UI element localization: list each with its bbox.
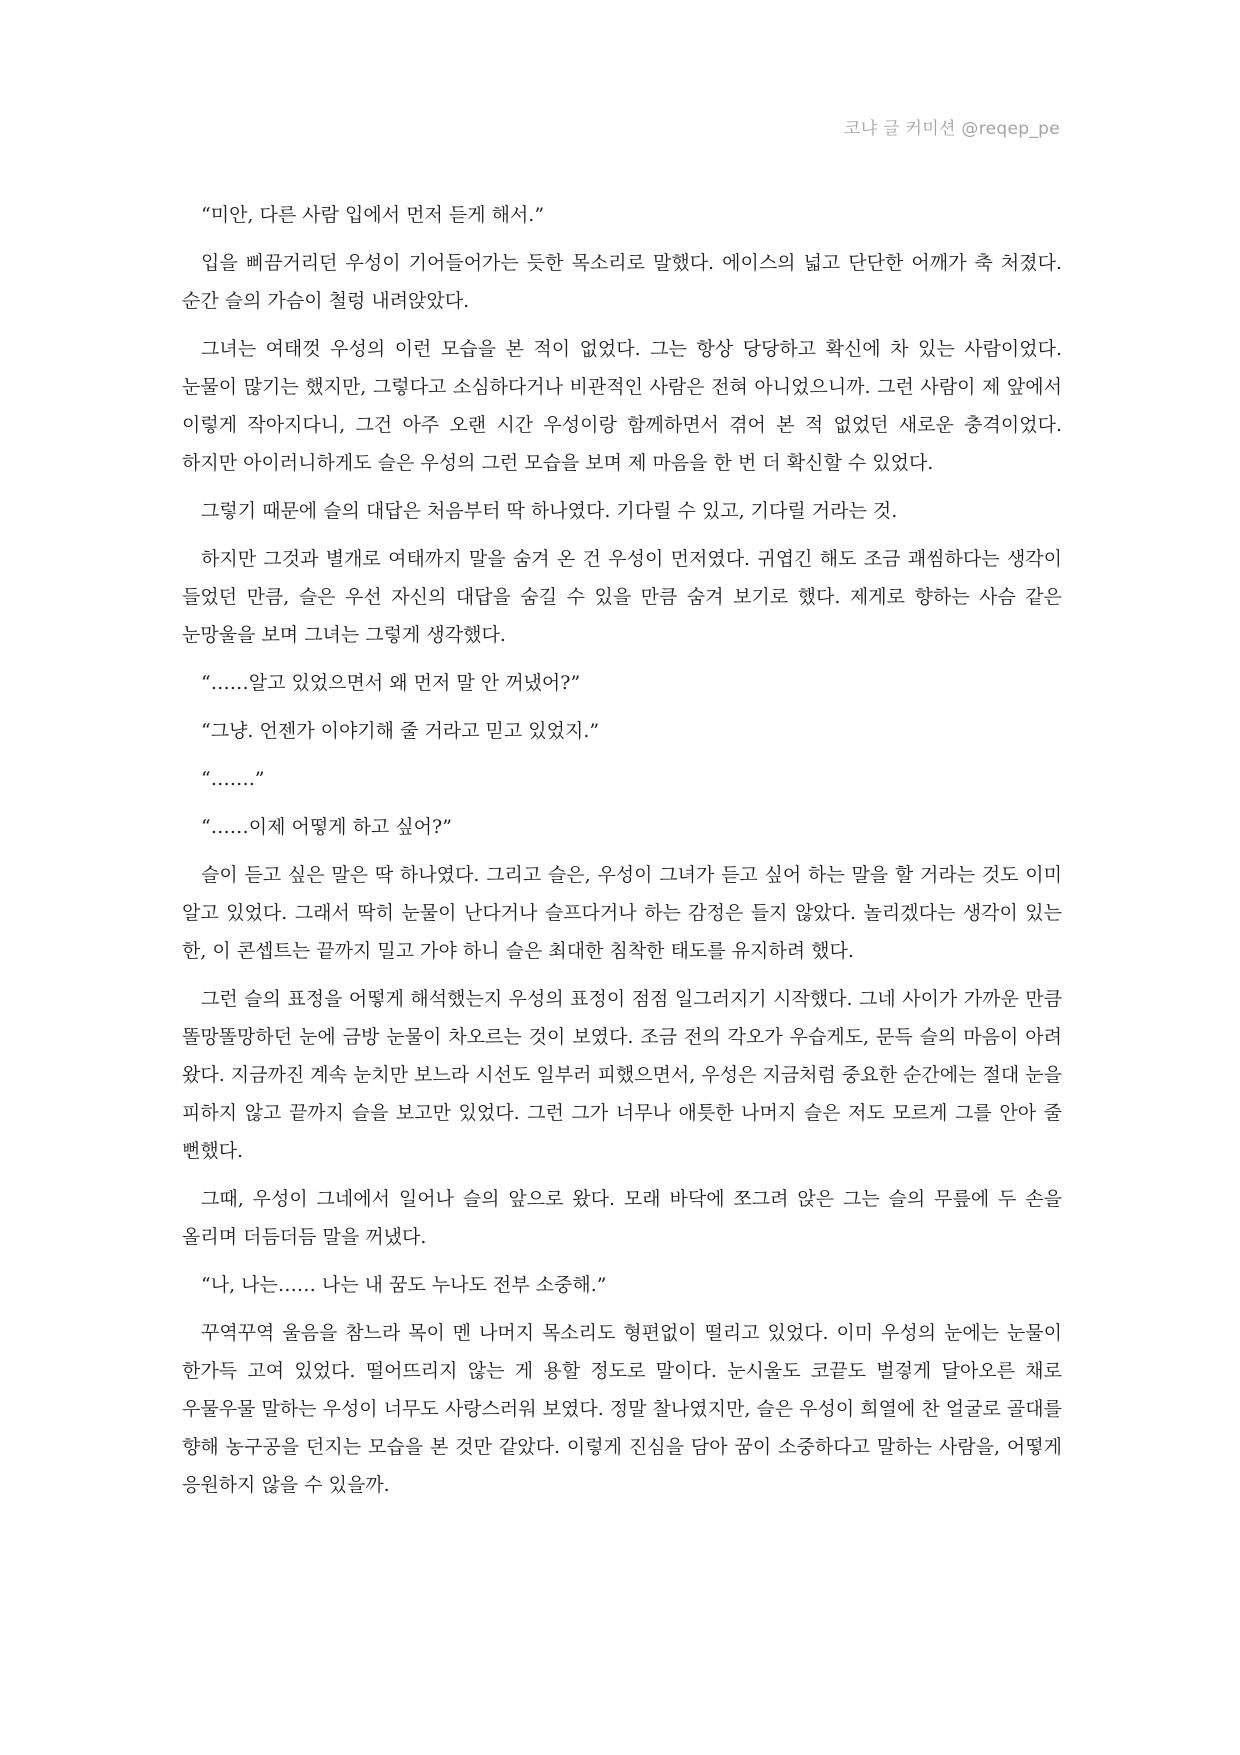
paragraph-5: 하지만 그것과 별개로 여태까지 말을 숨겨 온 건 우성이 먼저였다. 귀엽긴 해도 조금 괘씸하다는 생각이 들었던 만큼, 슬은 우선 자신의 대답을 숨길 수 있을 만큼 숨겨 보기로 했다. 제게로 향하는 사슴 같은 눈망울을 보며 그녀는 그렇게 생각했다. [182,548,1062,646]
paragraph-2: 입을 삐끔거리던 우성이 기어들어가는 듯한 목소리로 말했다. 에이스의 넓고 단단한 어깨가 축 처졌다. 순간 슬의 가슴이 철렁 내려앉았다. [182,252,1062,312]
paragraph-9: “……이제 어떻게 하고 싶어?” [201,816,452,838]
paragraph-14: 꾸역꾸역 울음을 참느라 목이 멘 나머지 목소리도 형편없이 떨리고 있었다. 이미 우성의 눈에는 눈물이 한가득 고여 있었다. 떨어뜨리지 않는 게 용할 정도로 말이다. 눈시울도 코끝도 벌겋게 달아오른 채로 우물우물 말하는 우성이 너무도 사랑스러워 보였다. 정말 찰나였지만, 슬은 우성이 희열에 찬 얼굴로 골대를 향해 농구공을 던지는 모습을 본 것만 같았다. 이렇게 진심을 담아 꿈이 소중하다고 말하는 사람을, 어떻게 응원하지 않을 수 있을까. [182,1322,1062,1496]
paragraph-7: “그냥. 언젠가 이야기해 줄 거라고 믿고 있었지.” [201,720,600,742]
story-body [182,196,1062,1514]
page-header: 코냐 글 커미션 @reqep_pe [843,119,1060,139]
paragraph-13: “나, 나는…… 나는 내 꿈도 누나도 전부 소중해.” [201,1274,607,1296]
paragraph-3: 그녀는 여태껏 우성의 이런 모습을 본 적이 없었다. 그는 항상 당당하고 확신에 차 있는 사람이었다. 눈물이 많기는 했지만, 그렇다고 소심하다거나 비관적인 사람은 전혀 아니었으니까. 그런 사람이 제 앞에서 이렇게 작아지다니, 그건 아주 오랜 시간 우성이랑 함께하면서 겪어 본 적 없었던 새로운 충격이었다. 하지만 아이러니하게도 슬은 우성의 그런 모습을 보며 제 마음을 한 번 더 확신할 수 있었다. [182,338,1062,474]
paragraph-10: 슬이 듣고 싶은 말은 딱 하나였다. 그리고 슬은, 우성이 그녀가 듣고 싶어 하는 말을 할 거라는 것도 이미 알고 있었다. 그래서 딱히 눈물이 난다거나 슬프다거나 하는 감정은 들지 않았다. 놀리겠다는 생각이 있는 한, 이 콘셉트는 끝까지 밀고 가야 하니 슬은 최대한 침착한 태도를 유지하려 했다. [182,864,1062,962]
paragraph-1: “미안, 다른 사람 입에서 먼저 듣게 해서.” [201,204,545,226]
paragraph-4: 그렇기 때문에 슬의 대답은 처음부터 딱 하나였다. 기다릴 수 있고, 기다릴 거라는 것. [201,500,898,522]
paragraph-12: 그때, 우성이 그네에서 일어나 슬의 앞으로 왔다. 모래 바닥에 쪼그려 앉은 그는 슬의 무릎에 두 손을 올리며 더듬더듬 말을 꺼냈다. [182,1188,1062,1248]
paragraph-8: “…….” [201,768,265,790]
paragraph-11: 그런 슬의 표정을 어떻게 해석했는지 우성의 표정이 점점 일그러지기 시작했다. 그네 사이가 가까운 만큼 똘망똘망하던 눈에 금방 눈물이 차오르는 것이 보였다. 조금 전의 각오가 우습게도, 문득 슬의 마음이 아려 왔다. 지금까진 계속 눈치만 보느라 시선도 일부러 피했으면서, 우성은 지금처럼 중요한 순간에는 절대 눈을 피하지 않고 끝까지 슬을 보고만 있었다. 그런 그가 너무나 애틋한 나머지 슬은 저도 모르게 그를 안아 줄 뻔했다. [182,988,1062,1162]
paragraph-6: “……알고 있었으면서 왜 먼저 말 안 꺼냈어?” [201,672,581,694]
